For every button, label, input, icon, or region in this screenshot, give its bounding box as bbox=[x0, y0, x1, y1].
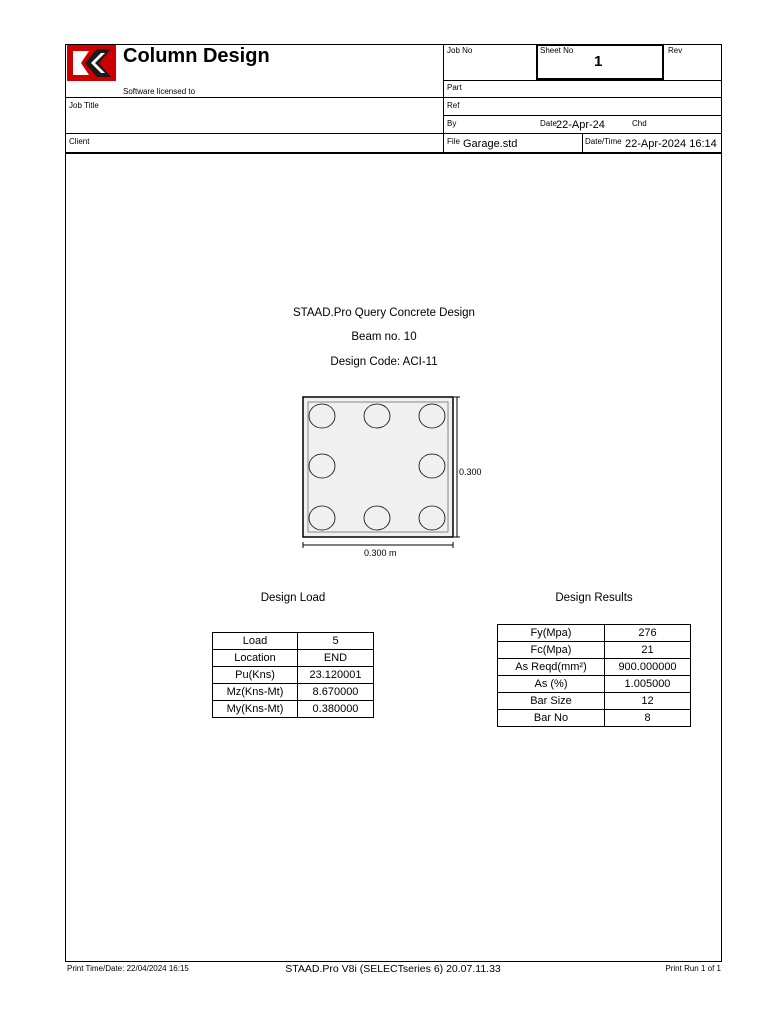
license-text: Software licensed to bbox=[123, 87, 196, 96]
ref-label: Ref bbox=[447, 101, 460, 110]
section-width-label: 0.300 m bbox=[364, 548, 397, 558]
beam-line: Beam no. 10 bbox=[351, 331, 417, 343]
table-cell-value: 21 bbox=[605, 642, 691, 659]
table-row bbox=[498, 710, 691, 727]
by-label: By bbox=[447, 119, 457, 128]
table-cell-value: 0.380000 bbox=[298, 701, 374, 718]
print-run: Print Run 1 of 1 bbox=[665, 964, 721, 973]
chd-label: Chd bbox=[632, 119, 647, 128]
table-row bbox=[498, 676, 691, 693]
design-code-line: Design Code: ACI-11 bbox=[330, 356, 438, 368]
table-cell-value: 276 bbox=[605, 625, 691, 642]
file-value: Garage.std bbox=[463, 138, 518, 150]
section-height-label: 0.300 bbox=[459, 467, 482, 477]
page-title: Column Design bbox=[123, 45, 270, 67]
table-cell-value: 8 bbox=[605, 710, 691, 727]
table-row bbox=[213, 633, 374, 650]
sheet-no-value: 1 bbox=[594, 53, 603, 70]
client-label: Client bbox=[69, 137, 90, 146]
software-version: STAAD.Pro V8i (SELECTseries 6) 20.07.11.33 bbox=[285, 963, 501, 975]
table-cell-value: 12 bbox=[605, 693, 691, 710]
table-cell-value: 1.005000 bbox=[605, 676, 691, 693]
date-value: 22-Apr-24 bbox=[556, 119, 605, 131]
date-label: Date bbox=[540, 119, 557, 128]
table-row bbox=[498, 642, 691, 659]
datetime-value: 22-Apr-2024 16:14 bbox=[625, 138, 717, 150]
table-cell-label: Bar No bbox=[498, 710, 605, 727]
table-cell-label: Location bbox=[213, 650, 298, 667]
rev-label: Rev bbox=[668, 46, 683, 55]
column-section-drawing bbox=[298, 393, 460, 553]
table-cell-label: As (%) bbox=[498, 676, 605, 693]
table-row bbox=[213, 701, 374, 718]
table-cell-value: 23.120001 bbox=[298, 667, 374, 684]
header-divider bbox=[443, 115, 722, 116]
table-cell-label: As Reqd(mm²) bbox=[498, 659, 605, 676]
table-cell-label: Bar Size bbox=[498, 693, 605, 710]
table-row bbox=[498, 659, 691, 676]
part-label: Part bbox=[447, 83, 462, 92]
design-load-title: Design Load bbox=[260, 592, 326, 604]
job-title-label: Job Title bbox=[69, 101, 99, 110]
table-cell-value: END bbox=[298, 650, 374, 667]
header-divider bbox=[65, 133, 722, 134]
table-row bbox=[213, 684, 374, 701]
table-row bbox=[213, 667, 374, 684]
table-cell-label: Fy(Mpa) bbox=[498, 625, 605, 642]
query-line: STAAD.Pro Query Concrete Design bbox=[293, 307, 475, 319]
header-divider bbox=[443, 44, 444, 153]
table-cell-label: Fc(Mpa) bbox=[498, 642, 605, 659]
job-no-label: Job No bbox=[447, 46, 473, 55]
design-results-title: Design Results bbox=[555, 592, 633, 604]
design-load-table bbox=[212, 632, 374, 718]
table-cell-value: 900.000000 bbox=[605, 659, 691, 676]
design-results-table bbox=[497, 624, 691, 727]
table-cell-label: Pu(Kns) bbox=[213, 667, 298, 684]
company-logo bbox=[67, 45, 116, 81]
table-cell-label: My(Kns-Mt) bbox=[213, 701, 298, 718]
table-cell-value: 8.670000 bbox=[298, 684, 374, 701]
sheet-no-label: Sheet No bbox=[540, 46, 574, 55]
header-divider bbox=[582, 133, 583, 153]
table-row bbox=[498, 625, 691, 642]
header-divider bbox=[65, 97, 722, 98]
table-row bbox=[213, 650, 374, 667]
header-bottom-rule bbox=[65, 152, 722, 154]
header-divider bbox=[443, 80, 722, 81]
table-cell-label: Mz(Kns-Mt) bbox=[213, 684, 298, 701]
table-cell-label: Load bbox=[213, 633, 298, 650]
print-time: Print Time/Date: 22/04/2024 16:15 bbox=[67, 964, 189, 973]
file-label: File bbox=[447, 137, 460, 146]
datetime-label: Date/Time bbox=[585, 137, 622, 146]
table-row bbox=[498, 693, 691, 710]
table-cell-value: 5 bbox=[298, 633, 374, 650]
